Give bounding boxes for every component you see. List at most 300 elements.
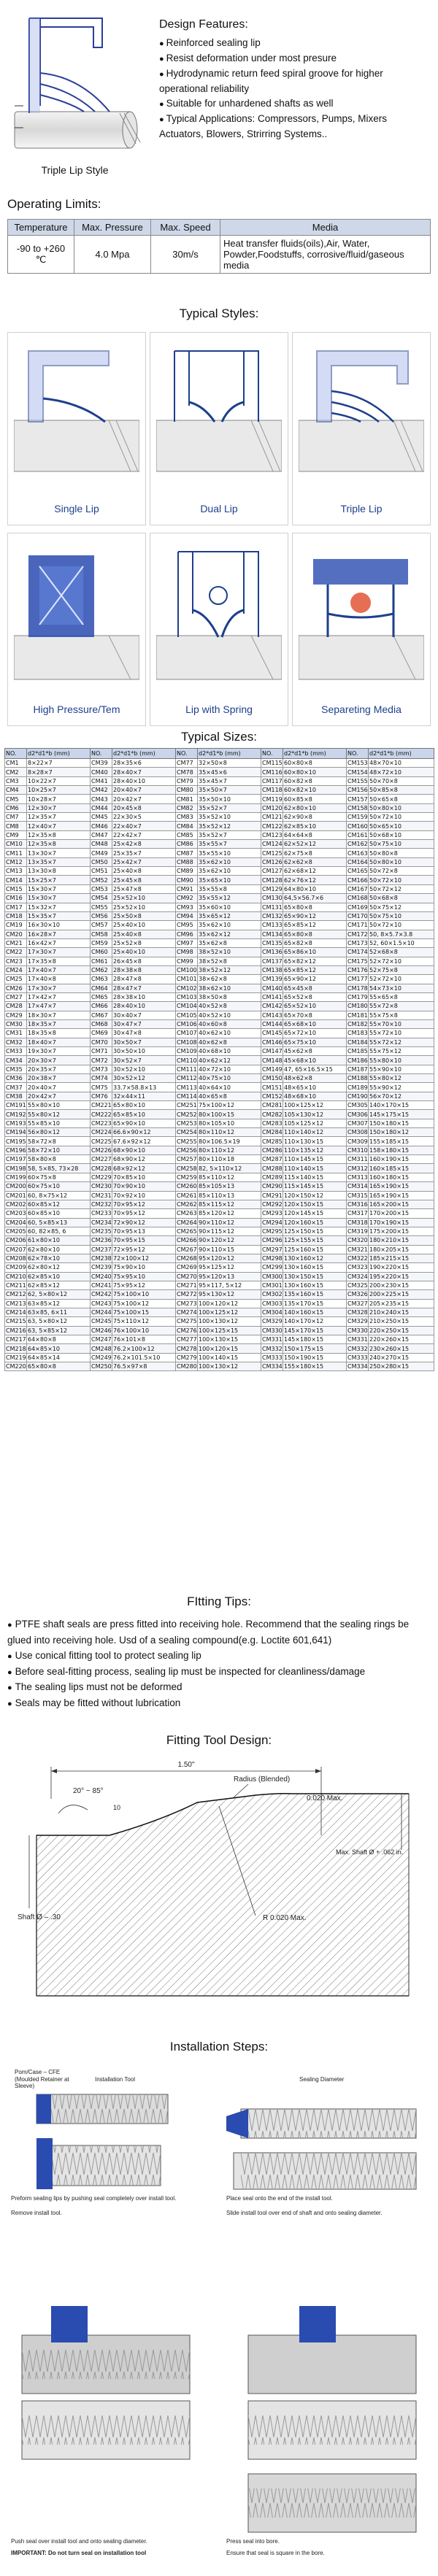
size-dim-cell: 60×85×8 [283, 795, 347, 803]
size-dim-cell: 55×85×10 [27, 1119, 91, 1127]
fitting-tool-title: Fitting Tool Design: [166, 1733, 272, 1747]
size-dim-cell: 80×105×10 [198, 1119, 261, 1127]
size-dim-cell: 64×80×8 [27, 1335, 91, 1344]
size-dim-cell: 19×30×7 [27, 1047, 91, 1056]
size-no-cell: CM75 [91, 1083, 112, 1092]
size-dim-cell: 25×45×8 [112, 876, 176, 884]
sizes-header-cell: NO. [91, 749, 112, 759]
table-row [5, 768, 434, 776]
size-dim-cell: 63, 5×85×12 [27, 1326, 91, 1335]
size-no-cell: CM125 [262, 849, 283, 857]
table-row [5, 948, 434, 957]
size-dim-cell: 28×47×7 [112, 984, 176, 992]
angle-label: 20° ~ 85° [73, 1787, 104, 1795]
size-dim-cell: 20×40×7 [27, 1083, 91, 1092]
size-no-cell: CM308 [347, 1129, 368, 1136]
size-no-cell: CM285 [262, 1138, 283, 1145]
size-dim-cell: 185×215×15 [369, 1254, 434, 1262]
size-no-cell: CM259 [177, 1173, 197, 1181]
size-no-cell: CM164 [347, 858, 368, 865]
size-no-cell: CM204 [6, 1219, 26, 1226]
size-no-cell: CM190 [347, 1092, 368, 1100]
size-dim-cell: 40×75×10 [198, 1074, 261, 1083]
size-no-cell: CM277 [177, 1336, 197, 1343]
size-dim-cell: 85×120×12 [198, 1209, 261, 1218]
ol-pressure: 4.0 Mpa [74, 236, 151, 274]
size-no-cell: CM30 [5, 1019, 27, 1028]
size-no-cell: CM233 [91, 1210, 112, 1217]
size-no-cell: CM152 [262, 1092, 283, 1100]
size-no-cell: CM255 [177, 1138, 197, 1145]
fitting-tool-diagram [15, 1755, 423, 2010]
table-row [5, 992, 434, 1001]
size-dim-cell: 8×28×7 [27, 768, 91, 776]
size-dim-cell: 170×190×15 [369, 1218, 434, 1227]
size-dim-cell: 80×100×15 [198, 1110, 261, 1119]
size-dim-cell: 48×70×10 [369, 759, 434, 768]
fitting-tips [7, 1616, 431, 1711]
size-no-cell: CM140 [262, 984, 283, 992]
size-no-cell: CM324 [347, 1273, 368, 1280]
size-dim-cell: 40×72×10 [198, 1065, 261, 1073]
size-dim-cell: 220×250×15 [369, 1326, 434, 1335]
size-no-cell: CM103 [177, 994, 197, 1001]
size-no-cell: CM242 [91, 1291, 112, 1298]
sizes-header-cell: NO. [176, 749, 198, 759]
dim-length-label: 1.50" [177, 1761, 195, 1769]
typical-styles-title: Typical Styles: [179, 306, 259, 320]
size-no-cell: CM288 [262, 1165, 283, 1172]
size-dim-cell: 68×92×12 [112, 1164, 176, 1173]
size-no-cell: CM265 [177, 1228, 197, 1235]
size-dim-cell: 55×80×12 [27, 1110, 91, 1119]
size-no-cell: CM312 [347, 1165, 368, 1172]
size-dim-cell: 28×38×10 [112, 992, 176, 1001]
size-dim-cell: 85×110×13 [198, 1191, 261, 1200]
size-dim-cell: 52×72×10 [369, 975, 434, 984]
size-no-cell: CM20 [5, 930, 27, 938]
style-triple-lip [292, 332, 431, 525]
size-dim-cell: 90×110×15 [198, 1245, 261, 1254]
size-no-cell: CM158 [347, 804, 368, 811]
size-dim-cell: 50×80×8 [369, 849, 434, 857]
size-no-cell: CM208 [6, 1255, 26, 1262]
size-no-cell: CM264 [177, 1219, 197, 1226]
size-no-cell: CM306 [347, 1111, 368, 1118]
size-no-cell: CM66 [91, 1002, 112, 1011]
size-no-cell: CM10 [5, 840, 27, 849]
size-no-cell: CM124 [262, 841, 283, 848]
size-no-cell: CM24 [5, 965, 27, 974]
table-row [5, 1128, 434, 1137]
size-dim-cell: 17×30×7 [27, 948, 91, 957]
table-row [5, 795, 434, 803]
table-row [5, 903, 434, 911]
size-no-cell: CM45 [91, 813, 112, 822]
fitting-tip-item: ● Use conical fitting tool to protect sealing lip [7, 1648, 431, 1664]
table-row [5, 840, 434, 849]
size-no-cell: CM81 [176, 795, 198, 803]
size-no-cell: CM219 [6, 1354, 26, 1361]
size-no-cell: CM321 [347, 1246, 368, 1253]
size-no-cell: CM330 [347, 1327, 368, 1334]
size-no-cell: CM275 [177, 1318, 197, 1325]
size-dim-cell: 62×75×8 [283, 849, 347, 857]
fitting-tip-item: ● PTFE shaft seals are press fitted into receiving hole. Recommend that the sealing rings be glued into receiving hole. Usd of a sealing compound(e.g. Loctite 601,641) [7, 1616, 431, 1648]
table-row [5, 1164, 434, 1173]
size-no-cell: CM147 [262, 1048, 283, 1055]
size-no-cell: CM248 [91, 1345, 112, 1352]
installation-title: Installation Steps: [169, 2040, 269, 2054]
size-dim-cell: 40×52×8 [198, 1002, 261, 1011]
ol-temperature: -90 to +260 ℃ [8, 236, 74, 274]
size-no-cell: CM2 [5, 768, 27, 776]
size-dim-cell: 70×95×12 [112, 1209, 176, 1218]
size-dim-cell: 40×68×10 [198, 1047, 261, 1056]
size-dim-cell: 140×170×15 [369, 1101, 434, 1110]
size-no-cell: CM245 [91, 1318, 112, 1325]
size-no-cell: CM25 [5, 975, 27, 984]
size-dim-cell: 80×110×12 [198, 1128, 261, 1137]
size-dim-cell: 65×72×10 [283, 1029, 347, 1038]
size-no-cell: CM42 [91, 786, 112, 795]
style-lip-with-spring [150, 533, 288, 726]
size-dim-cell: 64×85×14 [27, 1353, 91, 1362]
size-dim-cell: 35×65×10 [198, 876, 261, 884]
size-no-cell: CM73 [91, 1065, 112, 1073]
size-dim-cell: 35×65×12 [198, 911, 261, 920]
size-dim-cell: 22×40×7 [112, 822, 176, 830]
size-no-cell: CM192 [6, 1111, 26, 1118]
size-dim-cell: 125×160×15 [283, 1245, 347, 1254]
size-no-cell: CM209 [6, 1264, 26, 1271]
size-dim-cell: 58×72×10 [27, 1146, 91, 1154]
size-no-cell: CM331 [347, 1336, 368, 1343]
size-dim-cell: 180×210×15 [369, 1236, 434, 1245]
size-dim-cell: 30×52×7 [112, 1056, 176, 1065]
size-no-cell: CM6 [5, 803, 27, 812]
size-dim-cell: 38×50×8 [198, 992, 261, 1001]
size-no-cell: CM262 [177, 1201, 197, 1208]
table-row [5, 1110, 434, 1119]
size-no-cell: CM86 [176, 840, 198, 849]
size-dim-cell: 35×52×12 [198, 822, 261, 830]
size-dim-cell: 100×125×15 [198, 1326, 261, 1335]
triple-lip-icon [299, 340, 424, 490]
size-no-cell: CM60 [91, 948, 112, 957]
table-row [5, 776, 434, 785]
size-no-cell: CM333 [347, 1354, 368, 1361]
size-dim-cell: 35×55×7 [198, 840, 261, 849]
shaft-label: Shaft Ø – .30 [18, 1913, 61, 1921]
size-no-cell: CM216 [6, 1327, 26, 1334]
table-row [5, 1101, 434, 1110]
installation-steps [7, 2065, 431, 2569]
size-no-cell: CM228 [91, 1165, 112, 1172]
size-no-cell: CM43 [91, 795, 112, 803]
single-lip-icon [14, 340, 139, 490]
size-dim-cell: 65×80×8 [27, 1362, 91, 1371]
size-dim-cell: 12×35×8 [27, 840, 91, 849]
size-dim-cell: 110×135×12 [283, 1146, 347, 1154]
size-no-cell: CM29 [5, 1011, 27, 1019]
size-dim-cell: 76×101×8 [112, 1335, 176, 1344]
table-row [5, 1029, 434, 1038]
size-no-cell: CM7 [5, 813, 27, 822]
size-dim-cell: 100×140×15 [198, 1353, 261, 1362]
size-dim-cell: 110×140×12 [283, 1128, 347, 1137]
size-dim-cell: 115×140×15 [283, 1173, 347, 1181]
table-row [5, 1083, 434, 1092]
size-dim-cell: 60×75×8 [27, 1173, 91, 1181]
size-dim-cell: 150×180×15 [369, 1119, 434, 1127]
size-no-cell: CM160 [347, 822, 368, 830]
size-no-cell: CM290 [262, 1183, 283, 1190]
size-no-cell: CM283 [262, 1119, 283, 1127]
size-no-cell: CM260 [177, 1183, 197, 1190]
table-row [5, 1155, 434, 1164]
size-dim-cell: 17×42×7 [27, 992, 91, 1001]
size-no-cell: CM136 [262, 949, 283, 956]
size-no-cell: CM99 [176, 957, 198, 965]
size-no-cell: CM220 [6, 1363, 26, 1370]
table-row [5, 1281, 434, 1289]
size-dim-cell: 62×90×8 [283, 813, 347, 822]
size-no-cell: CM217 [6, 1336, 26, 1343]
size-dim-cell: 50×72×10 [369, 876, 434, 884]
size-dim-cell: 56×80×12 [27, 1128, 91, 1137]
size-no-cell: CM327 [347, 1300, 368, 1307]
size-no-cell: CM229 [91, 1173, 112, 1181]
size-dim-cell: 30×47×7 [112, 1019, 176, 1028]
table-row [5, 1011, 434, 1019]
size-no-cell: CM175 [347, 957, 368, 965]
size-dim-cell: 65×80×8 [283, 903, 347, 911]
size-dim-cell: 38×52×12 [198, 965, 261, 974]
size-no-cell: CM48 [91, 840, 112, 849]
size-no-cell: CM19 [5, 921, 27, 930]
size-no-cell: CM244 [91, 1309, 112, 1316]
feature-item: ● Resist deformation under most presure [159, 51, 433, 66]
size-dim-cell: 62×80×12 [27, 1263, 91, 1272]
table-row [5, 1209, 434, 1218]
size-dim-cell: 65×70×8 [283, 1011, 347, 1019]
size-dim-cell: 12×35×8 [27, 830, 91, 839]
size-no-cell: CM221 [91, 1102, 112, 1109]
size-no-cell: CM8 [5, 822, 27, 830]
size-dim-cell: 40×62×12 [198, 1056, 261, 1065]
size-no-cell: CM95 [176, 921, 198, 930]
size-no-cell: CM47 [91, 830, 112, 839]
size-no-cell: CM110 [177, 1057, 197, 1064]
size-dim-cell: 35×50×10 [198, 795, 261, 803]
size-no-cell: CM91 [176, 884, 198, 893]
size-no-cell: CM65 [91, 992, 112, 1001]
size-no-cell: CM314 [347, 1183, 368, 1190]
sizes-header-row [5, 749, 434, 759]
size-no-cell: CM246 [91, 1327, 112, 1334]
size-no-cell: CM28 [5, 1002, 27, 1011]
size-no-cell: CM206 [6, 1237, 26, 1244]
table-row [5, 1002, 434, 1011]
size-dim-cell: 175×200×15 [369, 1227, 434, 1235]
size-no-cell: CM270 [177, 1273, 197, 1280]
table-row [5, 1191, 434, 1200]
size-dim-cell: 38×52×10 [198, 948, 261, 957]
size-dim-cell: 100×130×12 [198, 1317, 261, 1326]
size-no-cell: CM171 [347, 922, 368, 929]
size-no-cell: CM318 [347, 1219, 368, 1226]
size-no-cell: CM106 [177, 1021, 197, 1028]
size-dim-cell: 52, 60×1.5×10 [369, 938, 434, 947]
size-no-cell: CM150 [262, 1075, 283, 1082]
table-row [5, 1308, 434, 1316]
size-dim-cell: 90×110×12 [198, 1218, 261, 1227]
size-no-cell: CM240 [91, 1273, 112, 1280]
size-no-cell: CM211 [6, 1282, 26, 1289]
size-dim-cell: 62×78×10 [27, 1254, 91, 1262]
size-dim-cell: 30×52×12 [112, 1074, 176, 1083]
size-dim-cell: 18×35×8 [27, 1029, 91, 1038]
size-dim-cell: 35×52×10 [198, 813, 261, 822]
typical-sizes-title: Typical Sizes: [181, 730, 257, 744]
size-dim-cell: 130×160×12 [283, 1254, 347, 1262]
size-no-cell: CM271 [177, 1282, 197, 1289]
size-dim-cell: 62, 5×80×12 [27, 1290, 91, 1299]
size-dim-cell: 67.6×92×12 [112, 1137, 176, 1146]
size-no-cell: CM239 [91, 1264, 112, 1271]
size-no-cell: CM317 [347, 1210, 368, 1217]
size-dim-cell: 60×80×10 [283, 768, 347, 776]
size-dim-cell: 52×75×8 [369, 965, 434, 974]
table-row [5, 884, 434, 893]
size-dim-cell: 65×80×10 [112, 1101, 176, 1110]
table-row [5, 1335, 434, 1344]
size-dim-cell: 15×35×7 [27, 911, 91, 920]
size-no-cell: CM227 [91, 1156, 112, 1163]
max-label: 0.020 Max. [307, 1794, 343, 1802]
size-dim-cell: 48×68×10 [283, 1092, 347, 1100]
size-no-cell: CM100 [177, 967, 197, 974]
size-dim-cell: 15×30×7 [27, 894, 91, 903]
size-dim-cell: 72×95×12 [112, 1245, 176, 1254]
size-no-cell: CM74 [91, 1074, 112, 1083]
size-dim-cell: 16×42×7 [27, 938, 91, 947]
size-no-cell: CM71 [91, 1047, 112, 1056]
size-no-cell: CM163 [347, 849, 368, 857]
size-dim-cell: 28×40×10 [112, 776, 176, 785]
size-dim-cell: 15×32×7 [27, 903, 91, 911]
size-dim-cell: 35×52×7 [198, 830, 261, 839]
size-no-cell: CM182 [347, 1021, 368, 1028]
size-no-cell: CM138 [262, 967, 283, 974]
size-dim-cell: 16×28×7 [27, 930, 91, 938]
size-dim-cell: 28×47×8 [112, 975, 176, 984]
size-dim-cell: 62×76×12 [283, 876, 347, 884]
size-dim-cell: 25×52×8 [112, 938, 176, 947]
size-no-cell: CM114 [177, 1092, 197, 1100]
size-no-cell: CM38 [5, 1092, 27, 1100]
size-dim-cell: 55×80×10 [27, 1101, 91, 1110]
size-no-cell: CM223 [91, 1119, 112, 1127]
table-row [5, 938, 434, 947]
size-no-cell: CM241 [91, 1282, 112, 1289]
size-no-cell: CM61 [91, 957, 112, 965]
size-dim-cell: 115×145×15 [283, 1182, 347, 1191]
style-single-lip [7, 332, 146, 525]
size-dim-cell: 25×52×10 [112, 903, 176, 911]
size-dim-cell: 50×72×10 [369, 813, 434, 822]
size-no-cell: CM268 [177, 1255, 197, 1262]
size-no-cell: CM304 [262, 1309, 283, 1316]
feature-item: ● Suitable for unhardened shafts as well [159, 96, 433, 112]
size-dim-cell: 50×65×8 [369, 795, 434, 803]
step1-caption: Preform sealing lips by pushing seal completely over install tool. [11, 2195, 177, 2202]
size-dim-cell: 72×90×12 [112, 1218, 176, 1227]
separating-media-icon [299, 541, 424, 690]
size-no-cell: CM222 [91, 1111, 112, 1118]
size-dim-cell: 15×25×7 [27, 876, 91, 884]
size-dim-cell: 20×38×7 [27, 1074, 91, 1083]
size-dim-cell: 70×95×15 [112, 1236, 176, 1245]
size-no-cell: CM166 [347, 876, 368, 884]
table-row [5, 1056, 434, 1065]
size-no-cell: CM132 [262, 913, 283, 920]
size-no-cell: CM180 [347, 1003, 368, 1010]
size-dim-cell: 95×130×12 [198, 1290, 261, 1299]
size-dim-cell: 48×72×10 [369, 768, 434, 776]
table-row [5, 1245, 434, 1254]
size-no-cell: CM309 [347, 1138, 368, 1145]
size-dim-cell: 15×30×7 [27, 884, 91, 893]
size-dim-cell: 60×85×12 [27, 1200, 91, 1208]
size-no-cell: CM68 [91, 1019, 112, 1028]
size-dim-cell: 75×100×12 [112, 1299, 176, 1308]
size-dim-cell: 58×80×8 [27, 1155, 91, 1164]
typical-styles-grid [7, 332, 431, 730]
size-dim-cell: 50, 8×5.7×3.8 [369, 930, 434, 938]
size-no-cell: CM23 [5, 957, 27, 965]
style-caption: High Pressure/Tem [33, 703, 120, 715]
size-no-cell: CM202 [6, 1201, 26, 1208]
table-row [5, 813, 434, 822]
size-dim-cell: 17×40×7 [27, 965, 91, 974]
table-row [5, 1200, 434, 1208]
table-row [5, 1173, 434, 1181]
size-no-cell: CM44 [91, 803, 112, 812]
size-dim-cell: 60×80×8 [283, 759, 347, 768]
size-dim-cell: 170×200×15 [369, 1209, 434, 1218]
size-dim-cell: 110×145×15 [283, 1155, 347, 1164]
size-no-cell: CM280 [177, 1363, 197, 1370]
size-dim-cell: 140×160×15 [283, 1308, 347, 1316]
size-no-cell: CM62 [91, 965, 112, 974]
size-no-cell: CM55 [91, 903, 112, 911]
size-dim-cell: 125×150×15 [283, 1227, 347, 1235]
size-dim-cell: 65×82×8 [283, 938, 347, 947]
size-no-cell: CM139 [262, 976, 283, 983]
size-dim-cell: 12×30×7 [27, 803, 91, 812]
size-dim-cell: 165×200×15 [369, 1200, 434, 1208]
size-no-cell: CM104 [177, 1003, 197, 1010]
table-row [5, 830, 434, 839]
size-dim-cell: 65×68×10 [283, 1019, 347, 1028]
size-no-cell: CM156 [347, 787, 368, 794]
size-no-cell: CM154 [347, 768, 368, 776]
size-dim-cell: 120×145×15 [283, 1209, 347, 1218]
size-dim-cell: 50×80×10 [369, 857, 434, 866]
feature-item: ● Reinforced sealing lip [159, 36, 433, 51]
